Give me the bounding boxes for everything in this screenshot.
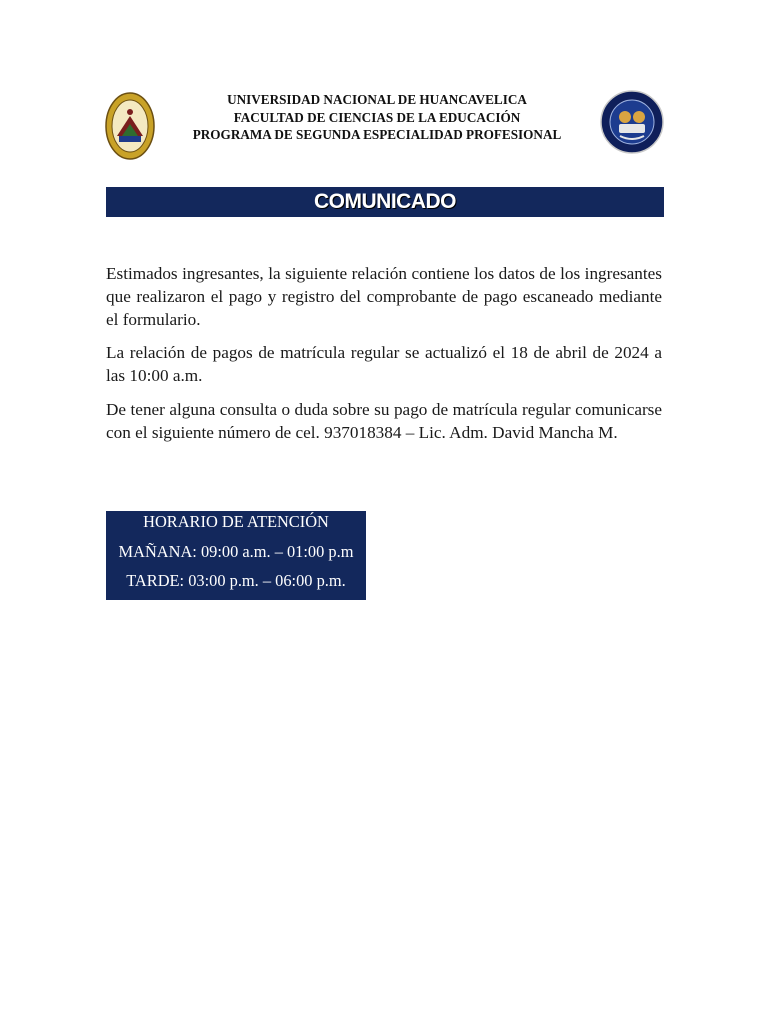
office-hours-box [106,511,366,600]
paragraph-update: La relación de pagos de matrícula regular se actualizó el 18 de abril de 2024 a las 10:00 a.m. [106,343,662,386]
office-hours-morning: MAÑANA: 09:00 a.m. – 01:00 p.m [118,541,354,561]
office-hours-title: HORARIO DE ATENCIÓN [143,512,329,531]
banner-title: COMUNICADO [314,190,456,213]
program-seal-icon [600,90,664,154]
document-header [100,88,668,164]
university-name: UNIVERSIDAD NACIONAL DE HUANCAVELICA [227,92,527,107]
announcement-body [106,263,662,456]
institution-names [160,91,594,144]
announcement-banner [106,187,664,217]
paragraph-contact: De tener alguna consulta o duda sobre su pago de matrícula regular comunicarse con el siguiente número de cel. 937018384 – Lic. Adm. David Mancha M. [106,399,662,442]
program-name: PROGRAMA DE SEGUNDA ESPECIALIDAD PROFESIONAL [192,127,562,142]
office-hours-afternoon: TARDE: 03:00 p.m. – 06:00 p.m. [126,571,346,591]
university-seal-icon [105,92,155,160]
faculty-name: FACULTAD DE CIENCIAS DE LA EDUCACIÓN [233,109,521,125]
paragraph-intro: Estimados ingresantes, la siguiente relación contiene los datos de los ingresantes que realizaron el pago y registro del comprobante de pago escaneado mediante el formulario. [106,264,662,329]
